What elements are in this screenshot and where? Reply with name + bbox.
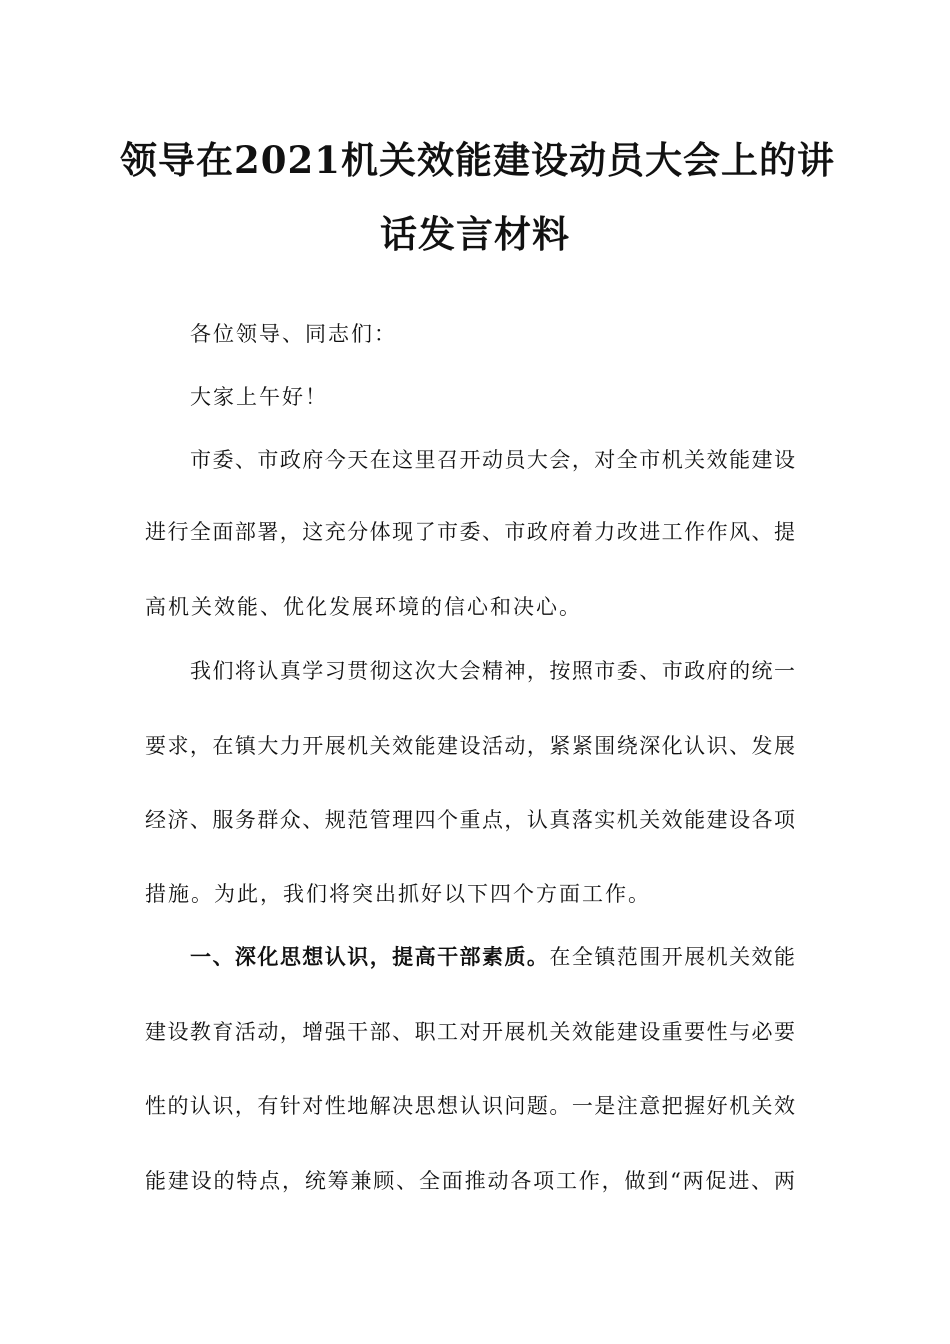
paragraph-2-line-4: 措施。为此，我们将突出抓好以下四个方面工作。: [145, 882, 651, 906]
document-title-line-2: 话发言材料: [380, 212, 570, 256]
salutation: 各位领导、同志们：: [190, 322, 397, 346]
section-1-line-2: 建设教育活动，增强干部、职工对开展机关效能建设重要性与必要: [145, 1020, 795, 1044]
paragraph-1-line-3: 高机关效能、优化发展环境的信心和决心。: [145, 595, 582, 619]
section-1-heading: 一、深化思想认识，提高干部素质。: [190, 944, 550, 969]
document-title-line-1: 领导在2021机关效能建设动员大会上的讲: [120, 138, 835, 182]
greeting: 大家上午好！: [190, 385, 328, 409]
paragraph-1-line-1: 市委、市政府今天在这里召开动员大会，对全市机关效能建设: [190, 448, 795, 472]
section-1-line-3: 性的认识，有针对性地解决思想认识问题。一是注意把握好机关效: [145, 1094, 795, 1118]
paragraph-2-line-3: 经济、服务群众、规范管理四个重点，认真落实机关效能建设各项: [145, 808, 795, 832]
paragraph-2-line-2: 要求，在镇大力开展机关效能建设活动，紧紧围绕深化认识、发展: [145, 734, 795, 758]
section-1-line-1: [190, 942, 795, 972]
paragraph-2-line-1: 我们将认真学习贯彻这次大会精神，按照市委、市政府的统一: [190, 659, 795, 683]
section-1-line-4: 能建设的特点，统筹兼顾、全面推动各项工作，做到“两促进、两: [145, 1169, 795, 1193]
paragraph-1-line-2: 进行全面部署，这充分体现了市委、市政府着力改进工作作风、提: [145, 520, 795, 544]
section-1-first-line-text: 在全镇范围开展机关效能: [549, 945, 796, 969]
